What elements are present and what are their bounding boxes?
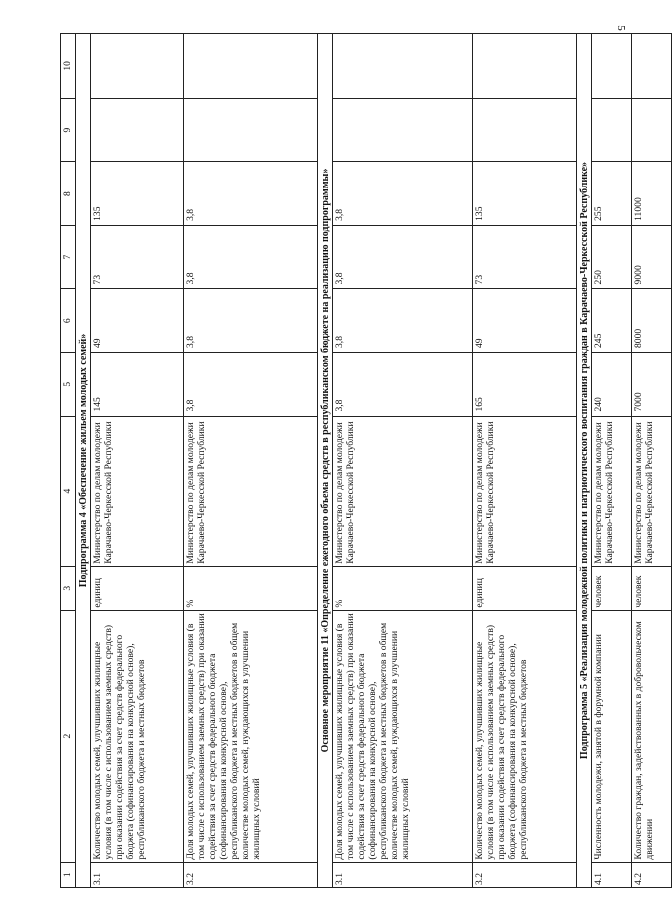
cell-c6: 49 — [473, 289, 577, 353]
page-number: 5 — [614, 25, 627, 31]
cell-c10 — [91, 34, 184, 99]
table-row — [91, 34, 184, 888]
cell-c9 — [184, 98, 318, 162]
section-title: Подпрограмма 4 «Обеспечение жильем молодых семей» — [76, 34, 91, 888]
cell-indicator: Количество молодых семей, улучшивших жилищные условия (в том числе с использованием заемных средств) при оказании содействия за счет средств федерального бюджета (софинансирования на конкурсной основе), республиканского бюджета и местных бюджетов — [91, 610, 184, 862]
column-number-10: 10 — [61, 34, 76, 99]
cell-c10 — [592, 34, 632, 99]
table-row — [333, 34, 473, 888]
indicators-table — [60, 33, 672, 888]
header-row — [61, 34, 76, 888]
cell-c10 — [333, 34, 473, 99]
cell-c8: 11000 — [632, 162, 672, 226]
cell-executor: Министерство по делам молодежи Карачаево-Черкесской Республики — [333, 416, 473, 566]
cell-c5: 7000 — [632, 352, 672, 416]
cell-c8: 135 — [473, 162, 577, 226]
column-number-3: 3 — [61, 566, 76, 610]
column-number-2: 2 — [61, 610, 76, 862]
cell-c7: 3,8 — [184, 225, 318, 289]
cell-c9 — [592, 98, 632, 162]
cell-c5: 240 — [592, 352, 632, 416]
column-number-8: 8 — [61, 162, 76, 226]
cell-c7: 3,8 — [333, 225, 473, 289]
cell-c8: 135 — [91, 162, 184, 226]
section-title: Основное мероприятие 11 «Определение ежегодного объема средств в республиканском бюджете на реализацию подпрограммы» — [318, 34, 333, 888]
cell-c9 — [473, 98, 577, 162]
cell-c5: 3,8 — [184, 352, 318, 416]
cell-executor: Министерство по делам молодежи Карачаево-Черкесской Республики — [184, 416, 318, 566]
rotated-page — [60, 33, 655, 888]
cell-c9 — [91, 98, 184, 162]
cell-c5: 165 — [473, 352, 577, 416]
table-row — [473, 34, 577, 888]
cell-unit: человек — [592, 566, 632, 610]
cell-c6: 8000 — [632, 289, 672, 353]
cell-c6: 3,8 — [184, 289, 318, 353]
cell-c7: 250 — [592, 225, 632, 289]
table-row — [184, 34, 318, 888]
cell-c7: 9000 — [632, 225, 672, 289]
column-number-4: 4 — [61, 416, 76, 566]
cell-id: 4.2 — [632, 862, 672, 887]
cell-executor: Министерство по делам молодежи Карачаево-Черкесской Республики — [632, 416, 672, 566]
column-number-1: 1 — [61, 862, 76, 887]
cell-c10 — [632, 34, 672, 99]
cell-unit: единиц — [91, 566, 184, 610]
section-title: Подпрограмма 5 «Реализация молодежной политики и патриотического воспитания граждан в Карачаево-Черкесской Республике» — [577, 34, 592, 888]
cell-indicator: Количество граждан, задействованных в добровольческом движении — [632, 610, 672, 862]
section-title-row — [318, 34, 333, 888]
column-number-7: 7 — [61, 225, 76, 289]
cell-executor: Министерство по делам молодежи Карачаево-Черкесской Республики — [91, 416, 184, 566]
cell-c6: 3,8 — [333, 289, 473, 353]
cell-id: 3.2 — [184, 862, 318, 887]
cell-c8: 255 — [592, 162, 632, 226]
cell-indicator: Численность молодежи, занятой в форумной компании — [592, 610, 632, 862]
cell-id: 4.1 — [592, 862, 632, 887]
cell-c5: 145 — [91, 352, 184, 416]
cell-c10 — [184, 34, 318, 99]
cell-indicator: Доля молодых семей, улучшивших жилищные условия (в том числе с использованием заемных средств) при оказании содействия за счет средств федерального бюджета (софинансирования на конкурсной основе), республиканского бюджета и местных бюджетов в общем количестве молодых семей, нуждающихся в улучшении жилищных условий — [184, 610, 318, 862]
cell-c9 — [632, 98, 672, 162]
section-title-row — [76, 34, 91, 888]
cell-c9 — [333, 98, 473, 162]
cell-id: 3.1 — [333, 862, 473, 887]
column-number-5: 5 — [61, 352, 76, 416]
column-number-6: 6 — [61, 289, 76, 353]
cell-c10 — [473, 34, 577, 99]
section-title-row — [577, 34, 592, 888]
cell-c7: 73 — [473, 225, 577, 289]
cell-c7: 73 — [91, 225, 184, 289]
cell-id: 3.1 — [91, 862, 184, 887]
cell-c8: 3,8 — [184, 162, 318, 226]
cell-indicator: Доля молодых семей, улучшивших жилищные условия (в том числе с использованием заемных средств) при оказании содействия за счет средств федерального бюджета (софинансирования на конкурсной основе), республиканского бюджета и местных бюджетов в общем количестве молодых семей, нуждающихся в улучшении жилищных условий — [333, 610, 473, 862]
cell-unit: % — [333, 566, 473, 610]
cell-c6: 245 — [592, 289, 632, 353]
cell-indicator: Количество молодых семей, улучшивших жилищные условия (в том числе с использованием заемных средств) при оказании содействия за счет средств федерального бюджета (софинансирования на конкурсной основе), республиканского бюджета и местных бюджетов — [473, 610, 577, 862]
cell-c8: 3,8 — [333, 162, 473, 226]
cell-c5: 3,8 — [333, 352, 473, 416]
cell-executor: Министерство по делам молодежи Карачаево-Черкесской Республики — [473, 416, 577, 566]
column-number-9: 9 — [61, 98, 76, 162]
cell-c6: 49 — [91, 289, 184, 353]
cell-id: 3.2 — [473, 862, 577, 887]
cell-unit: % — [184, 566, 318, 610]
table-row — [592, 34, 632, 888]
cell-unit: человек — [632, 566, 672, 610]
cell-unit: единиц — [473, 566, 577, 610]
table-row — [632, 34, 672, 888]
cell-executor: Министерство по делам молодежи Карачаево-Черкесской Республики — [592, 416, 632, 566]
